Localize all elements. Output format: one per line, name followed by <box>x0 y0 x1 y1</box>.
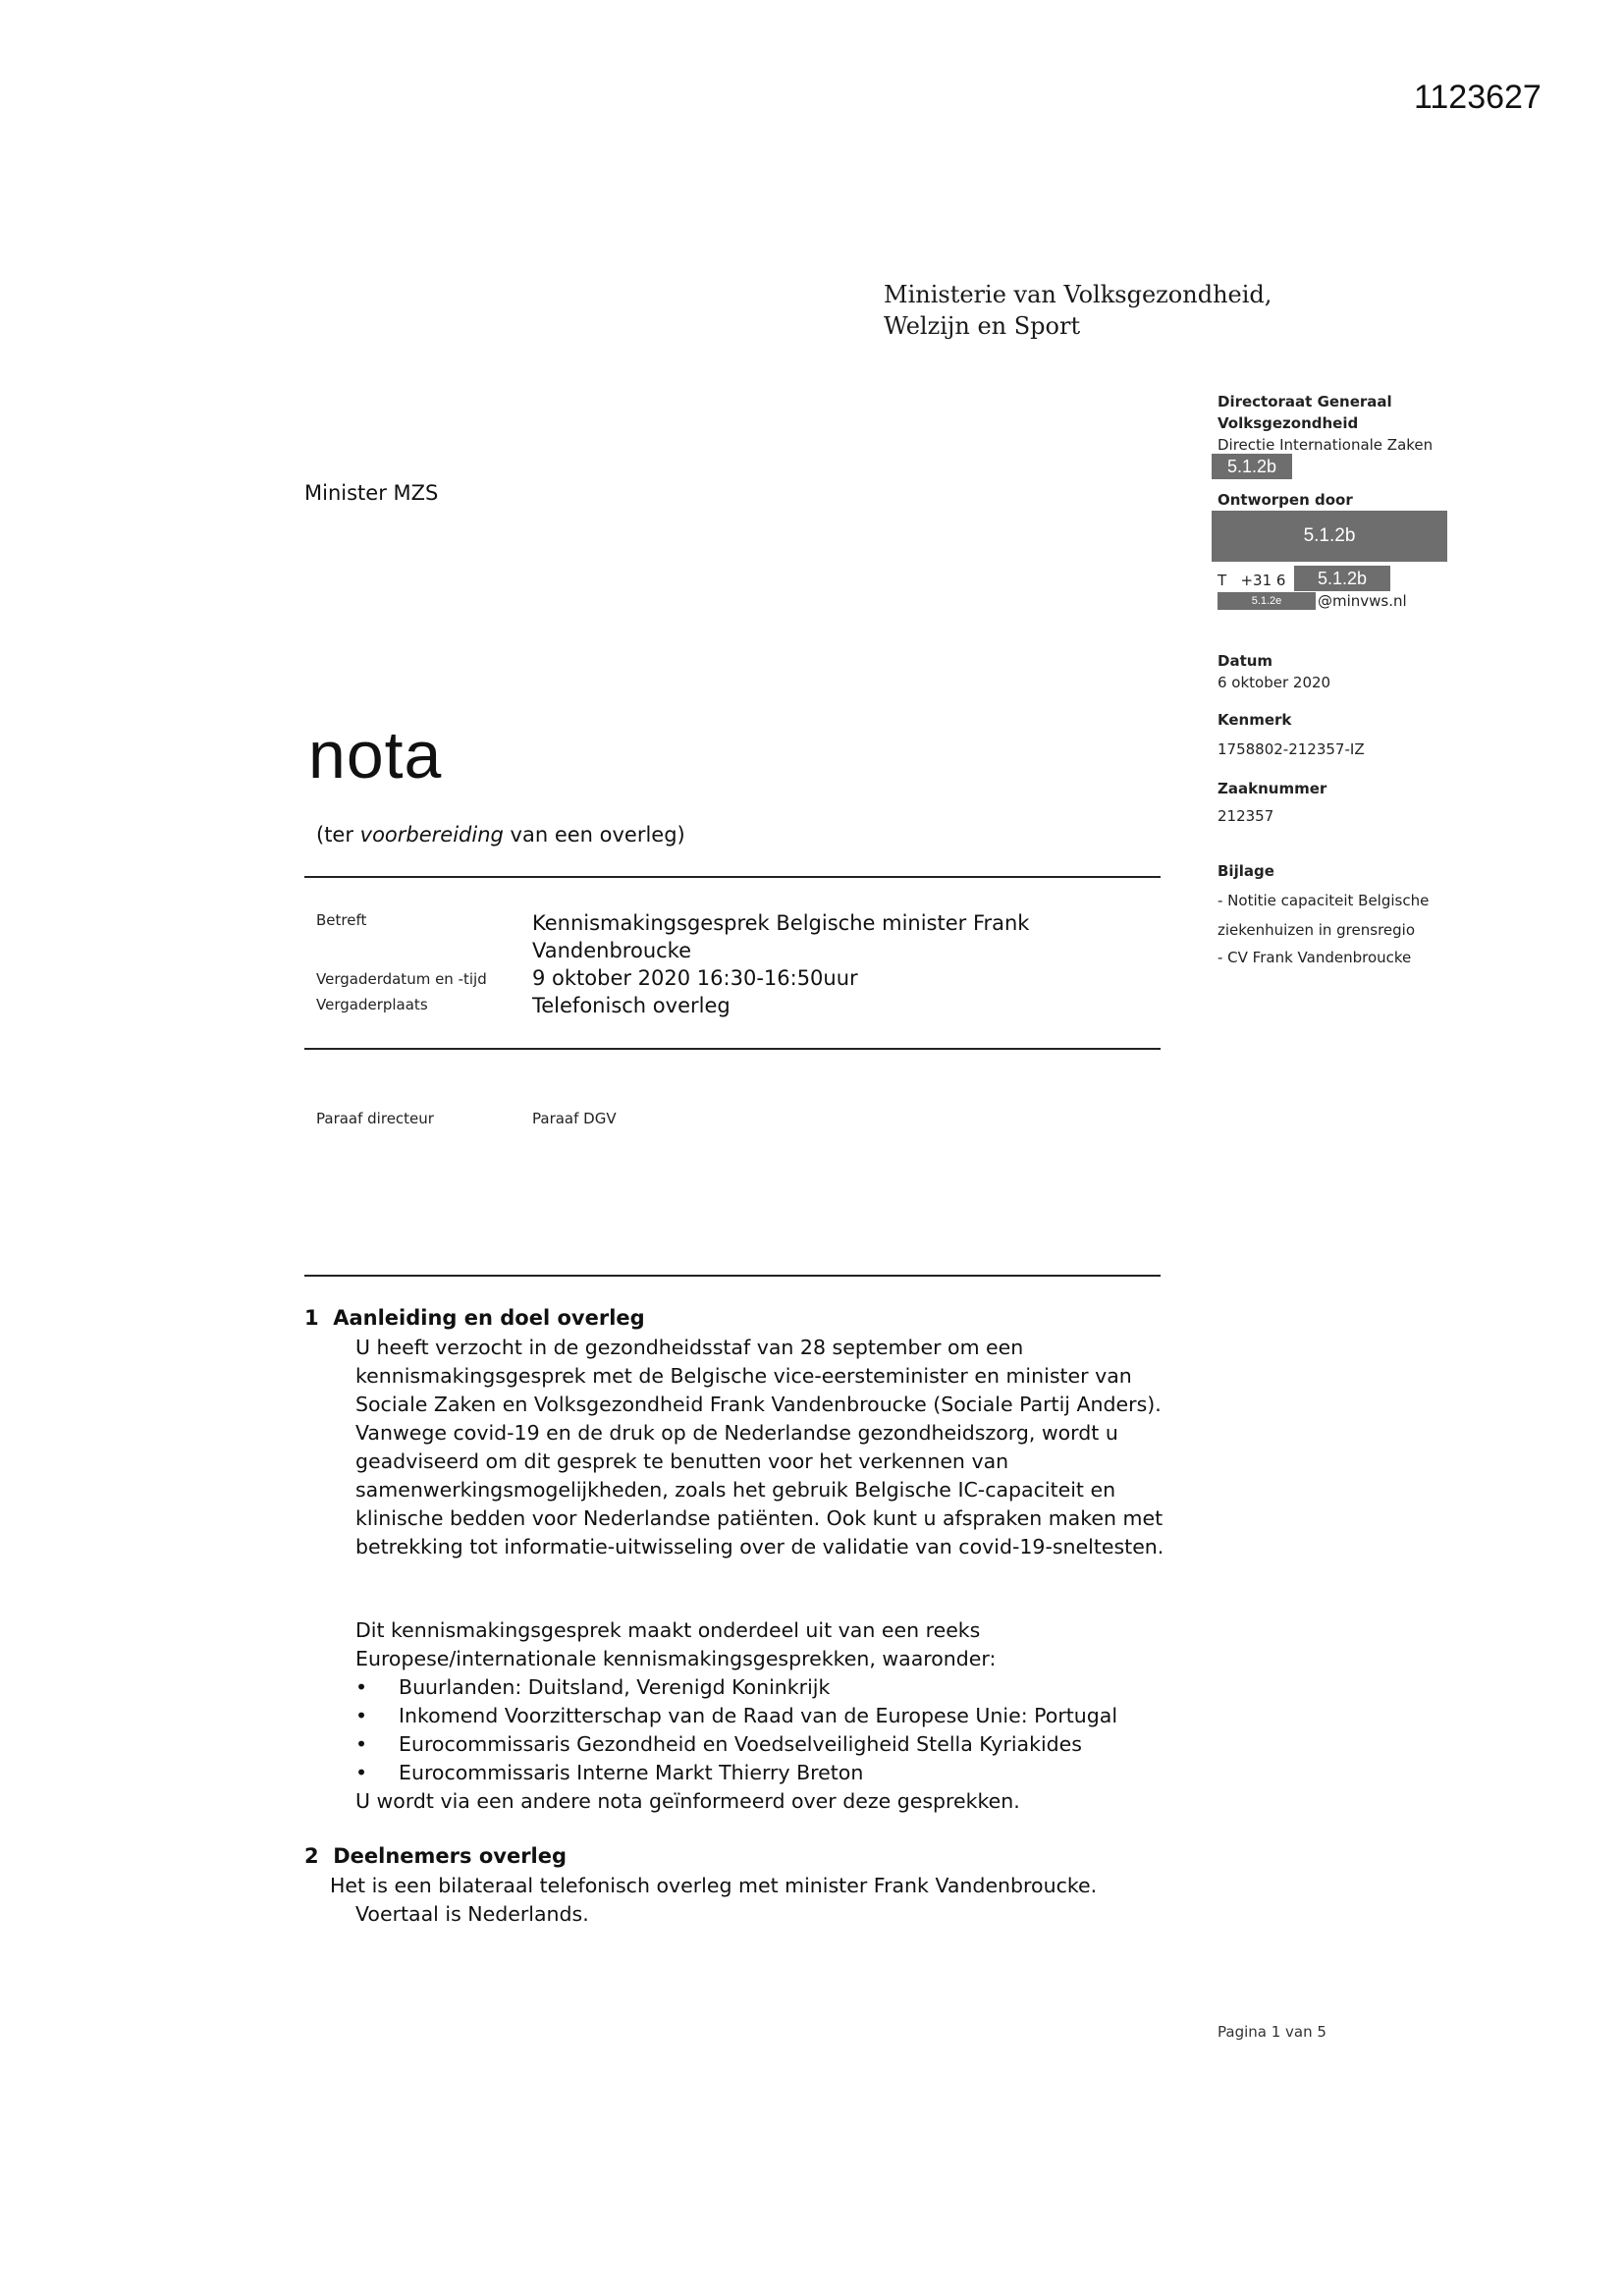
page-number: Pagina 1 van 5 <box>1218 2023 1326 2041</box>
sidebar-drafted-by-label: Ontworpen door <box>1218 491 1353 509</box>
addressee: Minister MZS <box>304 481 439 505</box>
signoff-director: Paraaf directeur <box>316 1110 434 1127</box>
subject-value: Kennismakingsgesprek Belgische minister Frank Vandenbroucke <box>532 911 1030 962</box>
section-1-bullet-list <box>355 1673 1117 1787</box>
section-1-paragraph-2: Dit kennismakingsgesprek maakt onderdeel uit van een reeks Europese/internationale kennismakingsgesprekken, waaronder: <box>355 1618 997 1670</box>
sidebar-attachment-1-line2: ziekenhuizen in grensregio <box>1218 921 1415 939</box>
sidebar-email-suffix: @minvws.nl <box>1318 592 1407 610</box>
sidebar-date-label: Datum <box>1218 652 1273 670</box>
section-2-line-2: Voertaal is Nederlands. <box>355 1902 589 1926</box>
divider-top <box>304 876 1161 878</box>
page-subtitle <box>316 823 685 847</box>
subject-label: Betreft <box>316 911 367 929</box>
section-1-paragraph-1: U heeft verzocht in de gezondheidsstaf van 28 september om een kennismakingsgesprek met de Belgische vice-eersteminister en minister van Sociale Zaken en Volksgezondheid Frank Vandenbroucke (Sociale Partij Anders). Vanwege covid-19 en de druk op de Nederlandse gezondheidszorg, wordt u geadviseerd om dit gesprek te benutten voor het verkennen van samenwerkingsmogelijkheden, zoals het gebruik Belgische IC-capaciteit en klinische bedden voor Nederlandse patiënten. Ook kunt u afspraken maken met betrekking tot informatie-uitwisseling over de validatie van covid-19-sneltesten. <box>355 1336 1164 1558</box>
section-2-heading: 2 Deelnemers overleg <box>304 1844 568 1868</box>
sidebar-attachment-label: Bijlage <box>1218 862 1274 880</box>
subtitle-close: van een overleg) <box>503 823 685 847</box>
sidebar-dept-line1: Directoraat Generaal <box>1218 393 1392 410</box>
ministry-name <box>884 279 1272 342</box>
sidebar-case-value: 212357 <box>1218 807 1274 825</box>
sidebar-reference-label: Kenmerk <box>1218 711 1292 729</box>
section-1-paragraph-3: U wordt via een andere nota geïnformeerd over deze gesprekken. <box>355 1789 1020 1813</box>
sidebar-phone-prefix: T +31 6 <box>1218 572 1286 589</box>
redaction-block-a: 5.1.2b <box>1212 454 1292 479</box>
sidebar-dept-line3: Directie Internationale Zaken <box>1218 436 1434 454</box>
list-item: • Eurocommissaris Gezondheid en Voedselveiligheid Stella Kyriakides <box>355 1730 1117 1759</box>
ministry-name-line2: Welzijn en Sport <box>884 312 1081 340</box>
sidebar-attachment-2: - CV Frank Vandenbroucke <box>1218 949 1412 966</box>
meeting-datetime-label: Vergaderdatum en -tijd <box>316 970 487 988</box>
subtitle-open: (ter <box>316 823 360 847</box>
sidebar-attachment-1-line1: - Notitie capaciteit Belgische <box>1218 892 1430 909</box>
ministry-name-line1: Ministerie van Volksgezondheid, <box>884 281 1272 308</box>
redaction-block-d: 5.1.2e <box>1218 592 1316 610</box>
redaction-block-c: 5.1.2b <box>1294 566 1390 591</box>
list-item: • Eurocommissaris Interne Markt Thierry Breton <box>355 1759 1117 1787</box>
divider-middle <box>304 1048 1161 1050</box>
sidebar-case-label: Zaaknummer <box>1218 780 1327 797</box>
section-2-line-1: Het is een bilateraal telefonisch overleg met minister Frank Vandenbroucke. <box>330 1874 1098 1897</box>
sidebar-dept-line2: Volksgezondheid <box>1218 414 1359 432</box>
sidebar-date-value: 6 oktober 2020 <box>1218 674 1331 691</box>
list-item: • Inkomend Voorzitterschap van de Raad van de Europese Unie: Portugal <box>355 1702 1117 1730</box>
meeting-location-label: Vergaderplaats <box>316 996 428 1013</box>
page-title: nota <box>308 718 443 793</box>
meeting-location-value: Telefonisch overleg <box>532 994 731 1017</box>
divider-bottom <box>304 1275 1161 1277</box>
signoff-dgv: Paraaf DGV <box>532 1110 617 1127</box>
section-1-heading: 1 Aanleiding en doel overleg <box>304 1306 645 1330</box>
list-item: • Buurlanden: Duitsland, Verenigd Koninkrijk <box>355 1673 1117 1702</box>
subtitle-emphasis: voorbereiding <box>359 823 504 847</box>
redaction-block-b: 5.1.2b <box>1212 511 1447 562</box>
sidebar-reference-value: 1758802-212357-IZ <box>1218 740 1365 758</box>
document-number: 1123627 <box>1414 79 1542 116</box>
meeting-datetime-value: 9 oktober 2020 16:30-16:50uur <box>532 966 858 990</box>
